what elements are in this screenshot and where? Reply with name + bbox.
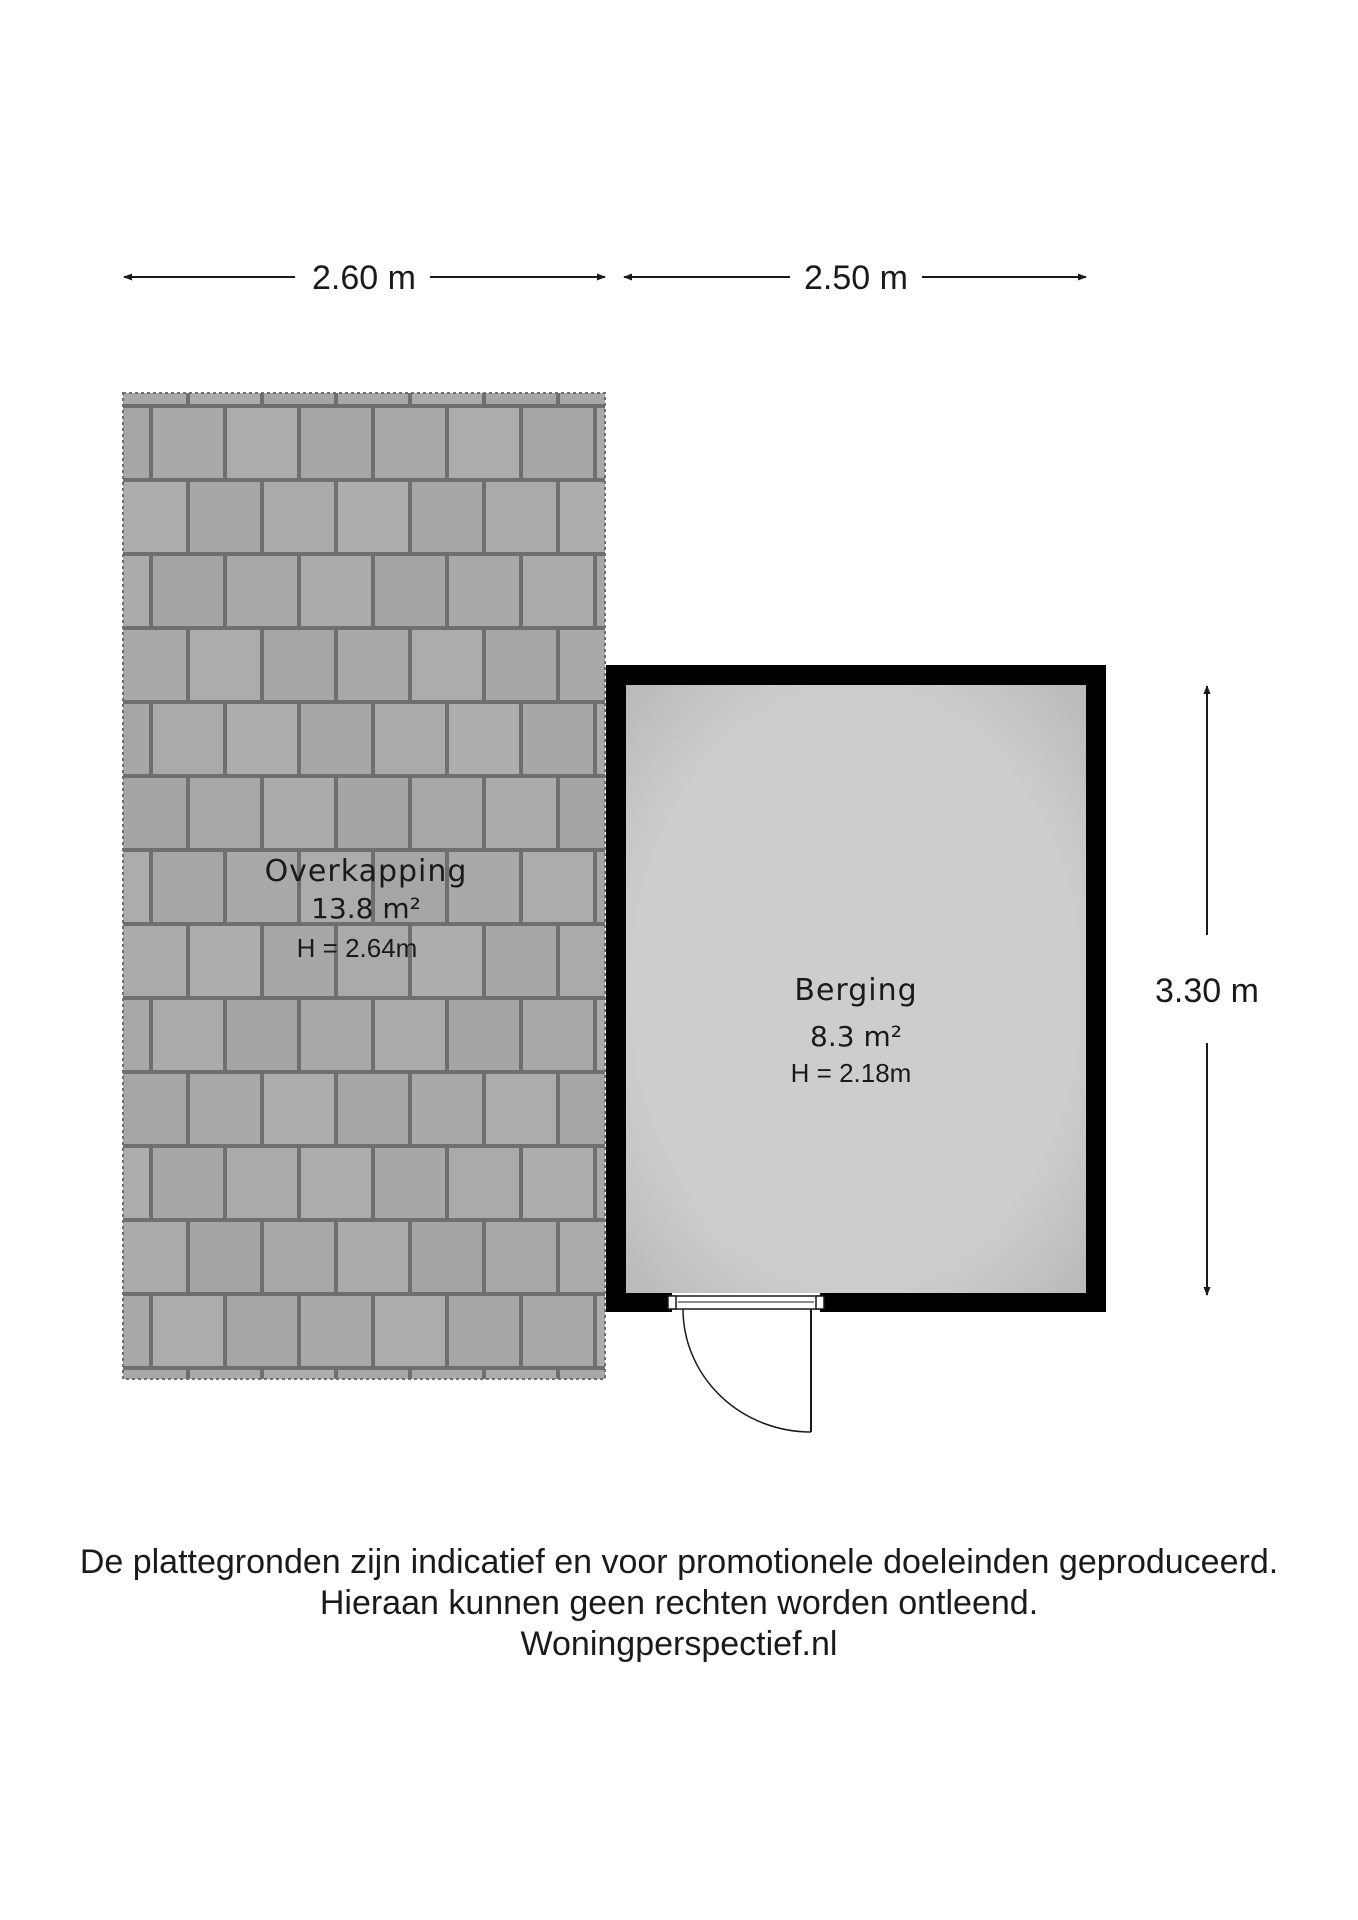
tile (78, 555, 150, 627)
tile (41, 629, 113, 701)
tile (522, 999, 594, 1071)
overkapping-name: Overkapping (264, 854, 468, 889)
tile (41, 333, 113, 405)
website-credit: Woningperspectief.nl (520, 1625, 838, 1663)
room-overkapping (4, 333, 668, 1441)
tile (448, 555, 520, 627)
tile (152, 1147, 224, 1219)
tile (152, 555, 224, 627)
tile (485, 1073, 557, 1145)
dimension-berging-width (624, 259, 1086, 297)
tile (411, 1073, 483, 1145)
tile (4, 999, 76, 1071)
tile (263, 777, 335, 849)
tile (522, 407, 594, 479)
tile (596, 407, 668, 479)
tile (4, 1295, 76, 1367)
tile (374, 555, 446, 627)
tile (78, 407, 150, 479)
tile (448, 1295, 520, 1367)
tile (300, 1147, 372, 1219)
tile (337, 629, 409, 701)
tile (559, 333, 631, 405)
tile (485, 777, 557, 849)
tile (115, 1221, 187, 1293)
tile (300, 555, 372, 627)
tile (41, 1369, 113, 1441)
tile (411, 481, 483, 553)
tile (263, 1221, 335, 1293)
tile (374, 1295, 446, 1367)
tile (78, 999, 150, 1071)
tile (78, 851, 150, 923)
tile (300, 1295, 372, 1367)
disclaimer-line-1: De plattegronden zijn indicatief en voor promotionele doeleinden geproduceerd. (79, 1543, 1279, 1581)
tile (4, 555, 76, 627)
tile (4, 407, 76, 479)
tile (189, 1073, 261, 1145)
door-swing-arc (683, 1309, 811, 1432)
tile (485, 629, 557, 701)
overkapping-area: 13.8 m² (311, 892, 421, 925)
tile (374, 703, 446, 775)
tile (522, 555, 594, 627)
disclaimer-line-2: Hieraan kunnen geen rechten worden ontleend. (319, 1584, 1039, 1622)
tile (226, 407, 298, 479)
tile (263, 481, 335, 553)
tile (78, 1295, 150, 1367)
tile (448, 407, 520, 479)
berging-area: 8.3 m² (810, 1020, 902, 1053)
tile (41, 925, 113, 997)
tile (337, 481, 409, 553)
tile (115, 333, 187, 405)
tile (374, 1147, 446, 1219)
dimension-berging-depth (1155, 686, 1259, 1295)
tile (522, 1147, 594, 1219)
tile (337, 777, 409, 849)
tile (522, 1295, 594, 1367)
tile (485, 925, 557, 997)
tile (411, 777, 483, 849)
tile (189, 1221, 261, 1293)
tile (189, 925, 261, 997)
dimension-label-berging-width: 2.50 m (804, 259, 908, 297)
tile (374, 407, 446, 479)
tile (226, 999, 298, 1071)
tile (152, 999, 224, 1071)
tile (411, 333, 483, 405)
tile (448, 999, 520, 1071)
tile (226, 703, 298, 775)
tile (300, 407, 372, 479)
tile (115, 481, 187, 553)
dimension-label-overkapping-width: 2.60 m (312, 259, 416, 297)
tile (152, 703, 224, 775)
tile (41, 1221, 113, 1293)
tile (78, 1147, 150, 1219)
tile (152, 407, 224, 479)
dimension-overkapping-width (124, 259, 605, 297)
tile (263, 333, 335, 405)
tile (189, 333, 261, 405)
tile (41, 777, 113, 849)
tile (41, 481, 113, 553)
room-berging (606, 665, 1106, 1432)
tile (411, 925, 483, 997)
tile (263, 1073, 335, 1145)
tile (448, 703, 520, 775)
overkapping-height: H = 2.64m (296, 933, 418, 963)
tile (485, 481, 557, 553)
tile (115, 925, 187, 997)
tile (522, 703, 594, 775)
tile (374, 999, 446, 1071)
tile (189, 777, 261, 849)
tile (115, 777, 187, 849)
tile (115, 629, 187, 701)
dimension-label-berging-depth: 3.30 m (1155, 972, 1259, 1010)
tile (4, 1147, 76, 1219)
tile (189, 629, 261, 701)
tile (41, 1073, 113, 1145)
tile (300, 999, 372, 1071)
tile (152, 1295, 224, 1367)
tile (337, 333, 409, 405)
tile (189, 481, 261, 553)
tile (337, 1221, 409, 1293)
tile (485, 333, 557, 405)
tile (226, 1147, 298, 1219)
tile (411, 629, 483, 701)
tile (78, 703, 150, 775)
berging-name: Berging (794, 973, 918, 1008)
tile (411, 1221, 483, 1293)
berging-height: H = 2.18m (790, 1058, 912, 1088)
tile (485, 1221, 557, 1293)
tile (4, 703, 76, 775)
tile (226, 1295, 298, 1367)
tile (115, 1073, 187, 1145)
tile (300, 703, 372, 775)
tile (263, 629, 335, 701)
tile (226, 555, 298, 627)
tile (448, 1147, 520, 1219)
tile (559, 481, 631, 553)
tile (4, 851, 76, 923)
tile (152, 851, 224, 923)
tile (337, 1073, 409, 1145)
tile (596, 555, 668, 627)
tile (522, 851, 594, 923)
